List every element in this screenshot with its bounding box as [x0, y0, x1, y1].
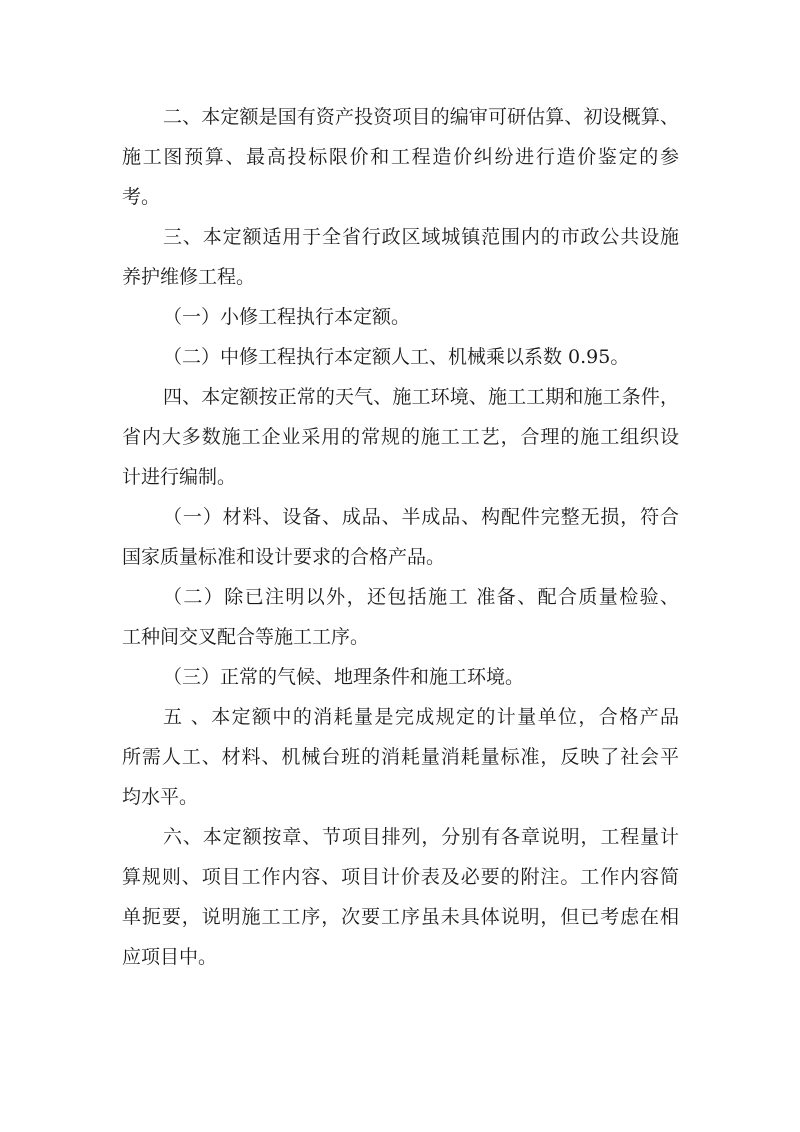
text-line: （一）小修工程执行本定额。	[163, 306, 411, 328]
paragraph-4-1	[122, 497, 679, 577]
text-line: 三、本定额适用于全省行政区域城镇范围内的市政公共设施	[163, 226, 679, 248]
text-line: 养护维修工程。	[122, 266, 256, 288]
paragraph-4	[122, 377, 679, 497]
text-line: 四、本定额按正常的天气、施工环境、施工工期和施工条件，	[163, 386, 679, 408]
text-line: 算规则、项目工作内容、项目计价表及必要的附注。工作内容简	[122, 866, 679, 888]
text-line: 计进行编制。	[122, 466, 237, 488]
text-line: 均水平。	[122, 786, 199, 808]
text-line: 工种间交叉配合等施工工序。	[122, 626, 370, 648]
paragraph-4-3	[122, 657, 679, 697]
text-line: （二）中修工程执行本定额人工、机械乘以系数 0.95。	[163, 346, 630, 368]
text-line: 考。	[122, 186, 161, 208]
document-page	[122, 97, 679, 977]
text-line: 六、本定额按章、节项目排列，分别有各章说明，工程量计	[163, 826, 679, 848]
text-line: 应项目中。	[122, 946, 218, 968]
text-line: 所需人工、材料、机械台班的消耗量消耗量标准，反映了社会平	[122, 746, 679, 768]
text-line: 单扼要，说明施工工序，次要工序虽未具体说明，但已考虑在相	[122, 906, 679, 928]
text-line: 国家质量标准和设计要求的合格产品。	[122, 546, 446, 568]
paragraph-3-1	[122, 297, 679, 337]
paragraph-2	[122, 97, 679, 217]
paragraph-5	[122, 697, 679, 817]
text-line: （一）材料、设备、成品、半成品、构配件完整无损，符合	[163, 506, 679, 528]
text-line: （三）正常的气候、地理条件和施工环境。	[163, 666, 525, 688]
text-line: （二）除已注明以外，还包括施工 准备、配合质量检验、	[163, 586, 679, 608]
text-line: 五 、本定额中的消耗量是完成规定的计量单位，合格产品	[163, 706, 679, 728]
paragraph-4-2	[122, 577, 679, 657]
text-line: 省内大多数施工企业采用的常规的施工工艺，合理的施工组织设	[122, 426, 679, 448]
paragraph-3-2	[122, 337, 679, 377]
paragraph-6	[122, 817, 679, 977]
text-line: 二、本定额是国有资产投资项目的编审可研估算、初设概算、	[163, 106, 679, 128]
text-line: 施工图预算、最高投标限价和工程造价纠纷进行造价鉴定的参	[122, 146, 679, 168]
paragraph-3	[122, 217, 679, 297]
